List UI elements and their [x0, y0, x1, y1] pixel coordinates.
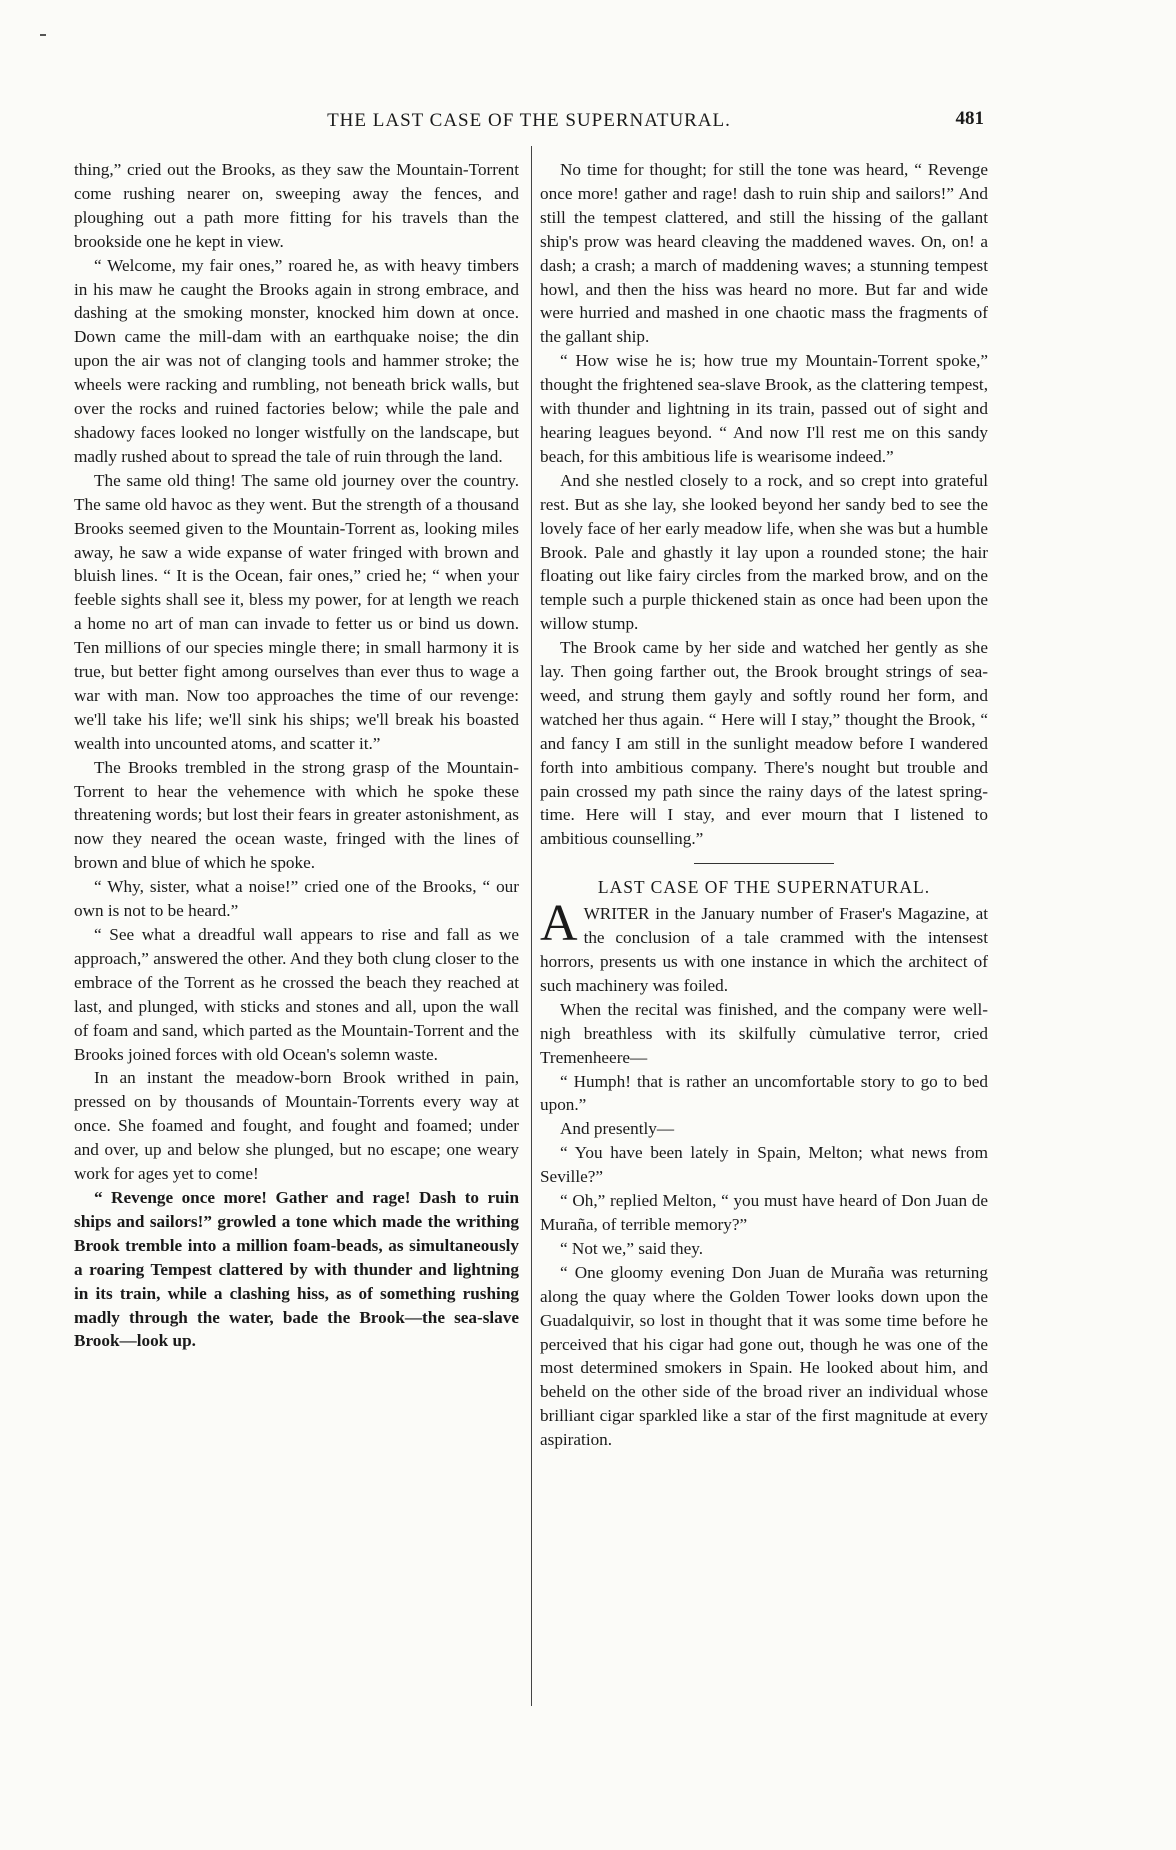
paragraph: “ Welcome, my fair ones,” roared he, as with heavy timbers in his maw he caught the Brooks again in strong embrace, and dashing at the smoking monster, knocked him down at once. Down came the mill-dam with an earthquake noise; the din upon the air was not of clanging tools and hammer stroke; the wheels were racking and rumbling, not beneath brick walls, but over the rocks and ruined factories below; while the pale and shadowy faces looked no longer wistfully on the landscape, but madly rushed about to spread the tale of ruin through the land.	[74, 255, 519, 466]
paragraph: And presently—	[560, 1119, 675, 1139]
paragraph: When the recital was finished, and the company were well-nigh breathless with its skilfully cùmulative terror, cried Tremenheere—	[540, 999, 988, 1067]
right-column	[540, 158, 988, 1452]
paragraph: “ Oh,” replied Melton, “ you must have heard of Don Juan de Muraña, of terrible memory?”	[540, 1191, 988, 1234]
drop-cap: A	[540, 895, 578, 953]
column-divider	[531, 146, 532, 1706]
page-number: 481	[955, 108, 984, 129]
page-header	[74, 104, 984, 138]
margin-mark	[40, 34, 46, 36]
running-title: THE LAST CASE OF THE SUPERNATURAL.	[327, 110, 731, 131]
left-column	[74, 158, 519, 1353]
paragraph: No time for thought; for still the tone was heard, “ Revenge once more! gather and rage! dash to ruin ship and sailors!” And still the tempest clattered, and still the hissing of the gallant ship's prow was heard cleaving the maddened waves. On, on! a dash; a crash; a march of maddening waves; a stunning tempest howl, and then the hiss was heard no more. But far and wide were hurried and mashed in one chaotic mass the fragments of the gallant ship.	[540, 160, 988, 347]
paragraph: “ See what a dreadful wall appears to rise and fall as we approach,” answered the other. And they both clung closer to the embrace of the Torrent as he crossed the beach they reached at last, and plunged, with sticks and stones and all, upon the wall of foam and sand, which parted as the Mountain-Torrent and the Brooks joined forces with old Ocean's solemn waste.	[74, 925, 519, 1064]
first-paragraph-text: WRITER in the January number of Fraser's Magazine, at the conclusion of a tale crammed with the intensest horrors, presents us with one instance in which the architect of such machinery was foiled.	[540, 904, 988, 995]
paragraph: “ You have been lately in Spain, Melton; what news from Seville?”	[540, 1143, 988, 1187]
paragraph: “ Humph! that is rather an uncomfortable story to go to bed upon.”	[540, 1071, 988, 1115]
section-heading: LAST CASE OF THE SUPERNATURAL.	[597, 877, 931, 898]
paragraph: “ Not we,” said they.	[560, 1238, 704, 1258]
paragraph: “ Why, sister, what a noise!” cried one of the Brooks, “ our own is not to be heard.”	[74, 877, 519, 921]
paragraph: The Brooks trembled in the strong grasp of the Mountain-Torrent to hear the vehemence with which he spoke these threatening words; but lost their fears in greater astonishment, as now they neared the ocean waste, fringed with the lines of brown and blue of which he spoke.	[74, 757, 519, 873]
section-rule	[694, 863, 834, 864]
section-first-paragraph	[540, 895, 988, 998]
paragraph: “ How wise he is; how true my Mountain-Torrent spoke,” thought the frightened sea-slave Brook, as the clattering tempest, with thunder and lightning in its train, passed out of sight and hearing leagues beyond. “ And now I'll rest me on this sandy beach, for this ambitious life is wearisome indeed.”	[540, 351, 988, 466]
paragraph: In an instant the meadow-born Brook writhed in pain, pressed on by thousands of Mountain-Torrents every way at once. She foamed and fought, and fought and foamed; under and over, up and below she plunged, but no escape; one weary work for ages yet to come!	[74, 1068, 519, 1184]
paragraph: “ Revenge once more! Gather and rage! Dash to ruin ships and sailors!” growled a tone which made the writhing Brook tremble into a million foam-beads, as simultaneously a roaring Tempest clattered by with thunder and lightning in its train, while a clashing hiss, as of something rushing madly through the water, bade the Brook—the sea-slave Brook—look up.	[74, 1187, 519, 1351]
paragraph: And she nestled closely to a rock, and so crept into grateful rest. But as she lay, she looked beyond her sandy bed to see the lovely face of her early meadow life, when she was but a humble Brook. Pale and ghastly it lay upon a rounded stone; the hair floating out like fairy circles from the marked brow, and on the temple such a purple thickened stain as once had been upon the willow stump.	[540, 470, 988, 634]
paragraph: thing,” cried out the Brooks, as they saw the Mountain-Torrent come rushing nearer on, sweeping away the fences, and ploughing out a path more fitting for his travels than the brookside one he kept in view.	[74, 160, 519, 251]
paragraph: The same old thing! The same old journey over the country. The same old havoc as they went. But the strength of a thousand Brooks seemed given to the Mountain-Torrent as, looking miles away, he saw a wide expanse of water fringed with brown and bluish lines. “ It is the Ocean, fair ones,” cried he; “ when your feeble sights shall see it, bless my power, for at length we reach a home no art of man can invade to fetter us or bind us down. Ten millions of our species mingle there; in small harmony it is true, but better fight among ourselves than ever thus to wage a war with man. Now too approaches the time of our revenge: we'll take his life; we'll sink his ships; we'll break his boasted wealth into uncounted atoms, and scatter it.”	[74, 470, 519, 753]
paragraph: “ One gloomy evening Don Juan de Muraña was returning along the quay where the Golden Tower looks down upon the Guadalquivir, so lost in thought that it was some time before he perceived that his cigar had gone out, though he was one of the most determined smokers in Spain. He looked about him, and beheld on the other side of the broad river an individual whose brilliant cigar sparkled like a star of the first magnitude at every aspiration.	[540, 1262, 988, 1450]
paragraph: The Brook came by her side and watched her gently as she lay. Then going farther out, the Brook brought strings of sea-weed, and strung them gayly and softly round her form, and watched her thus again. “ Here will I stay,” thought the Brook, “ and fancy I am still in the sunlight meadow before I wandered forth into ambitious company. There's nought but trouble and pain crossed my path since the rainy days of the latest spring-time. Here will I stay, and ever mourn that I listened to ambitious counselling.”	[540, 638, 988, 849]
